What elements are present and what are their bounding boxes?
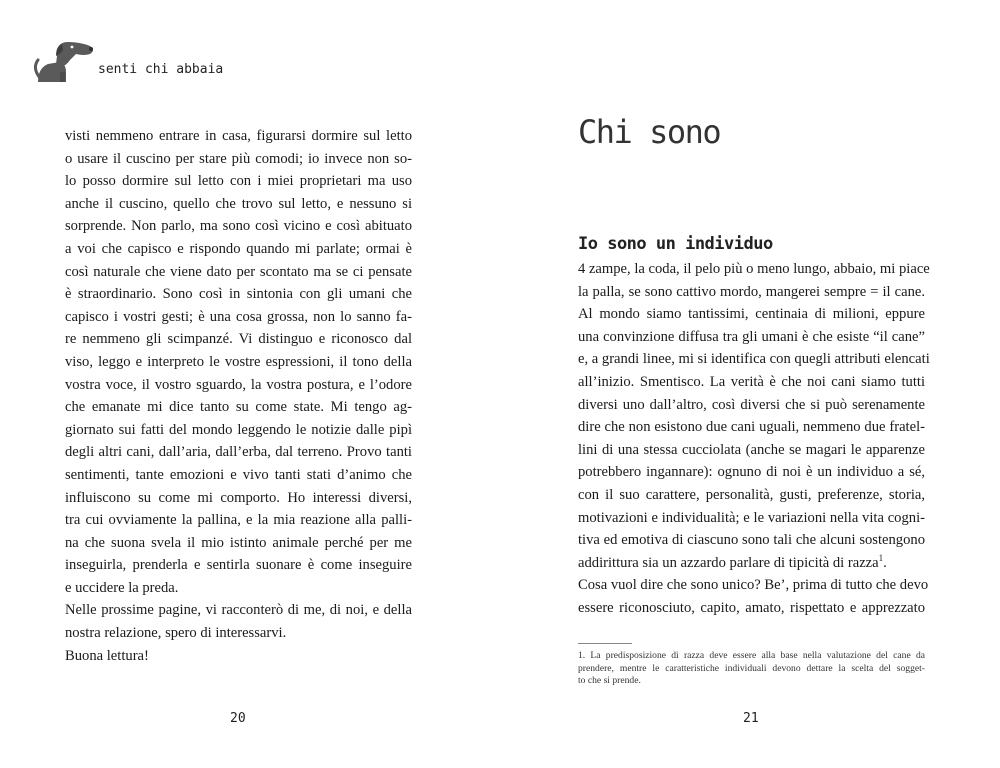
footnote: [578, 650, 925, 688]
text-line: na che suona svela il mio istinto animale perché per me: [65, 534, 412, 551]
text-line: addirittura sia un azzardo parlare di tipicità di razza$^1$.: [578, 552, 887, 571]
text-line: una convinzione diffusa tra gli umani è che esiste “il cane”: [578, 328, 925, 345]
text-line: tra cui ovviamente la pallina, e la mia reazione alla palli-: [65, 512, 412, 529]
text-line: giornato sui fatti del mondo leggendo le notizie dalle pipì: [65, 421, 412, 438]
section-title: Io sono un individuo: [578, 234, 773, 254]
text-line: con il suo carattere, personalità, gusti, preferenze, storia,: [578, 486, 925, 503]
text-line: Buona lettura!: [65, 647, 149, 664]
text-line: viso, leggo e interpreto le vostre espressioni, il tono della: [65, 353, 412, 370]
text-line: è straordinario. Sono così in sintonia con gli umani che: [65, 286, 412, 303]
text-line: motivazioni e individualità; e le variazioni nella vita cogni-: [578, 509, 925, 526]
page-number: 21: [743, 711, 759, 726]
text-line: 4 zampe, la coda, il pelo più o meno lungo, abbaio, mi piace: [578, 261, 930, 277]
text-line: lini di una stessa cucciolata (anche se magari le apparenze: [578, 441, 925, 458]
text-line: a voi che capisco e rispondo quando mi parlate; ormai è: [65, 240, 412, 257]
left-body-text: [65, 125, 412, 667]
running-head-title: senti chi abbaia: [98, 62, 224, 77]
footnote-line: 1. La predisposizione di razza deve essere alla base nella valutazione del cane da: [578, 650, 925, 661]
text-line: tiva ed emotiva di ciascuno sono tali che alcuni sostengono: [578, 532, 925, 549]
footnote-line: prendere, mentre le caratteristiche individuali devono dettare la scelta del sogget-: [578, 662, 925, 674]
text-line: lo posso dormire sul letto con i miei proprietari ma uso: [65, 173, 412, 190]
text-line: nostra relazione, spero di interessarvi.: [65, 625, 287, 642]
footnote-divider: [578, 643, 632, 644]
text-line: influiscono su come mi comporto. Ho interessi diversi,: [65, 489, 412, 506]
text-line: dire che non esistono due cani uguali, nemmeno due fratel-: [578, 419, 925, 436]
text-line: e, a grandi linee, mi si identifica con quegli attributi elencati: [578, 351, 930, 368]
text-line: re nemmeno gli scimpanzé. Vi distinguo e riconosco dal: [65, 331, 412, 348]
text-line: potrebbero ingannare): ognuno di noi è un individuo a sé,: [578, 464, 925, 481]
chapter-title: Chi sono: [578, 113, 721, 151]
text-line: che emanate mi dice tanto su come state. Mi tengo ag-: [65, 399, 412, 416]
dog-icon: [30, 38, 96, 86]
text-line: visti nemmeno entrare in casa, figurarsi dormire sul letto: [65, 128, 412, 144]
text-line: Al mondo siamo tantissimi, centinaia di milioni, eppure: [578, 306, 925, 323]
text-line: all’inizio. Smentisco. La verità è che noi cani siamo tutti: [578, 373, 925, 390]
text-line: inseguirla, prenderla e sentirla suonare è come inseguire: [65, 557, 412, 574]
text-line: diversi uno dall’altro, così diversi che si può serenamente: [578, 396, 925, 413]
text-line: Nelle prossime pagine, vi racconterò di me, di noi, e della: [65, 602, 412, 619]
text-line: degli altri cani, dall’aria, dall’erba, dal terreno. Provo tanti: [65, 444, 412, 461]
text-line: la palla, se sono cattivo mordo, mangerei sempre = il cane.: [578, 283, 925, 300]
text-line: Cosa vuol dire che sono unico? Be’, prima di tutto che devo: [578, 577, 929, 594]
right-body-text: [578, 258, 930, 620]
page-number: 20: [230, 711, 246, 726]
footnote-marker: 1: [878, 552, 884, 563]
footnote-line: to che si prende.: [578, 675, 641, 687]
text-line: vostra voce, il vostro sguardo, la vostra postura, e l’odore: [65, 376, 412, 393]
text-line: sorprende. Non parlo, ma sono così vicino e così abituato: [65, 218, 412, 235]
text-line: anche il cuscino, quello che trovo sul letto, e nessuno si: [65, 195, 412, 212]
text-line: o usare il cuscino per stare più comodi; io invece non so-: [65, 150, 412, 167]
text-line: capisco i vostri gesti; è una cosa grossa, non lo sanno fa-: [65, 308, 412, 325]
text-line: essere riconosciuto, capito, amato, rispettato e apprezzato: [578, 599, 925, 616]
text-line: sentimenti, tante emozioni e vivo tanti stati d’animo che: [65, 466, 412, 483]
text-line: e uccidere la preda.: [65, 579, 179, 596]
text-line: così naturale che viene dato per scontato ma se ci pensate: [65, 263, 412, 280]
